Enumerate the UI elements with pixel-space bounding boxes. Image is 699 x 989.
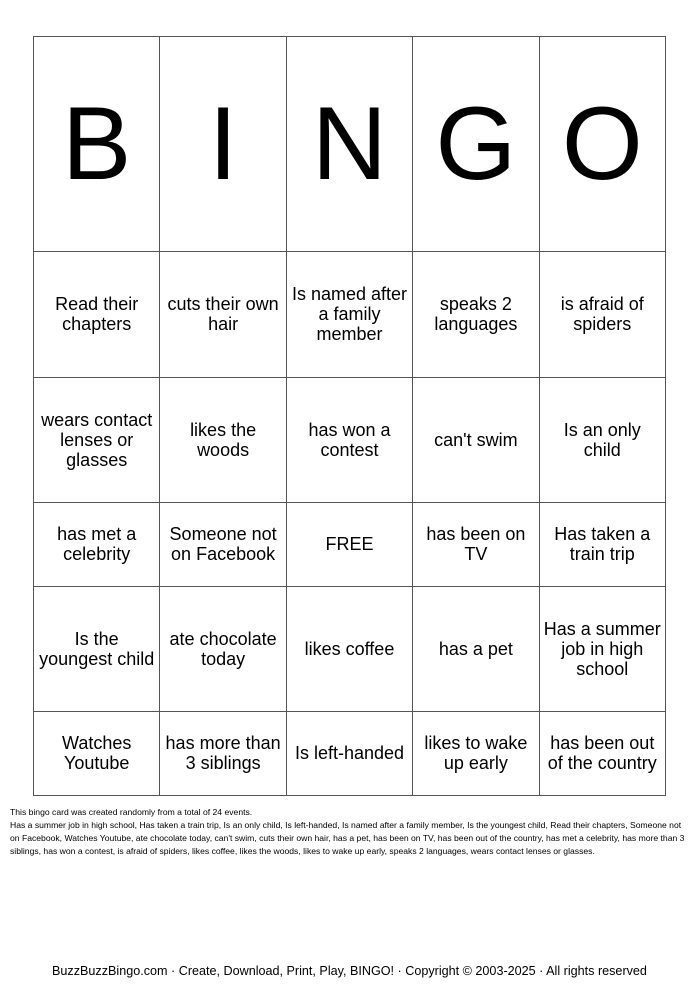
header-letter-g: G — [413, 37, 539, 252]
bingo-cell: ate chocolate today — [160, 586, 286, 711]
bingo-cell: Has taken a train trip — [539, 502, 665, 586]
bingo-cell: is afraid of spiders — [539, 252, 665, 377]
bingo-cell: Is left-handed — [286, 711, 412, 795]
bingo-cell: Read their chapters — [34, 252, 160, 377]
bingo-cell: wears contact lenses or glasses — [34, 377, 160, 502]
bingo-cell: Is an only child — [539, 377, 665, 502]
bingo-cell: can't swim — [413, 377, 539, 502]
bingo-cell: has won a contest — [286, 377, 412, 502]
bingo-cell: likes the woods — [160, 377, 286, 502]
bingo-cell: likes to wake up early — [413, 711, 539, 795]
bingo-card — [33, 36, 666, 796]
card-info-summary: This bingo card was created randomly from a total of 24 events. — [10, 807, 253, 817]
header-letter-i: I — [160, 37, 286, 252]
header-letter-n: N — [286, 37, 412, 252]
bingo-row — [34, 711, 666, 795]
bingo-cell: cuts their own hair — [160, 252, 286, 377]
bingo-row — [34, 252, 666, 377]
bingo-header-row — [34, 37, 666, 252]
bingo-cell: has met a celebrity — [34, 502, 160, 586]
header-letter-o: O — [539, 37, 665, 252]
bingo-cell: Is the youngest child — [34, 586, 160, 711]
card-info — [10, 806, 689, 858]
free-space-cell: FREE — [286, 502, 412, 586]
bingo-row — [34, 502, 666, 586]
bingo-cell: Has a summer job in high school — [539, 586, 665, 711]
bingo-cell: has more than 3 siblings — [160, 711, 286, 795]
bingo-cell: Someone not on Facebook — [160, 502, 286, 586]
bingo-cell: has a pet — [413, 586, 539, 711]
bingo-cell: has been out of the country — [539, 711, 665, 795]
site-footer: BuzzBuzzBingo.com · Create, Download, Print, Play, BINGO! · Copyright © 2003-2025 · All rights reserved — [52, 964, 647, 978]
bingo-cell: Is named after a family member — [286, 252, 412, 377]
header-letter-b: B — [34, 37, 160, 252]
card-info-event-list: Has a summer job in high school, Has taken a train trip, Is an only child, Is left-handed, Is named after a family member, Is the youngest child, Read their chapters, Someone not on Facebook, Watches Youtube, ate chocolate today, can't swim, cuts their own hair, has a pet, has been on TV, has been out of the country, has met a celebrity, has more than 3 siblings, has won a contest, is afraid of spiders, likes coffee, likes the woods, likes to wake up early, speaks 2 languages, wears contact lenses or glasses. — [10, 820, 685, 856]
bingo-cell: likes coffee — [286, 586, 412, 711]
bingo-cell: Watches Youtube — [34, 711, 160, 795]
bingo-row — [34, 586, 666, 711]
bingo-row — [34, 377, 666, 502]
bingo-cell: has been on TV — [413, 502, 539, 586]
bingo-cell: speaks 2 languages — [413, 252, 539, 377]
